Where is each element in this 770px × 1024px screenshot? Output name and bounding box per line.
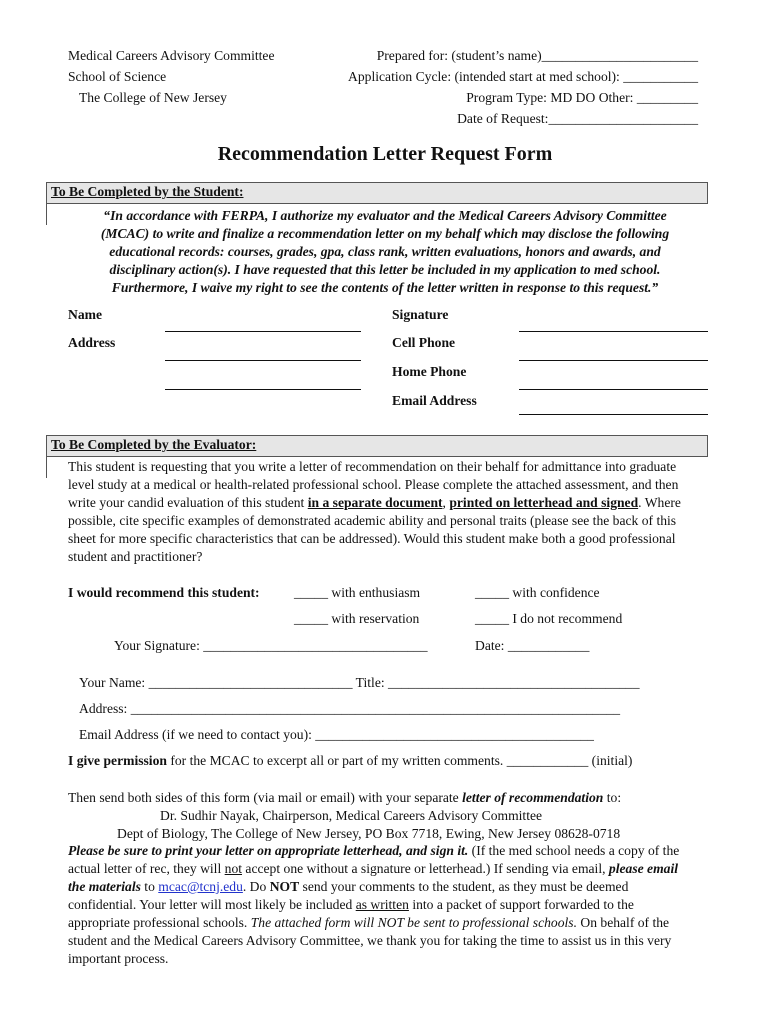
signature-input-line[interactable] <box>519 331 708 332</box>
application-cycle-field[interactable]: Application Cycle: (intended start at med school): ___________ <box>348 69 698 84</box>
ferpa-line: disciplinary action(s). I have requested that this letter be included in my application to med school. <box>109 262 661 277</box>
date-of-request-field[interactable]: Date of Request:______________________ <box>457 111 698 126</box>
mailing-address-line-2: Dept of Biology, The College of New Jersey, PO Box 7718, Ewing, New Jersey 08628-0718 <box>117 826 621 841</box>
evaluator-email-field[interactable]: Email Address (if we need to contact you): _________________________________________ <box>79 727 594 742</box>
evaluator-section-heading: To Be Completed by the Evaluator: <box>51 437 257 452</box>
instructions-text: , <box>442 495 450 510</box>
permission-text: for the MCAC to excerpt all or part of my written comments. ____________ (initial) <box>166 753 633 768</box>
option-reservation[interactable]: _____ with reservation <box>294 611 420 626</box>
instructions-text: This student is requesting that you write a letter of recommendation on their behalf for admittance into graduate level study at a medical or health-related professional school. Please complete the attached assessment, and then write your candid evaluation of this student <box>68 459 679 510</box>
program-type-field[interactable]: Program Type: MD DO Other: _________ <box>466 90 698 105</box>
email-input-line[interactable] <box>519 414 708 415</box>
school-name: School of Science <box>68 69 167 84</box>
committee-header <box>68 47 275 110</box>
permission-statement[interactable] <box>68 752 632 769</box>
ferpa-line: “In accordance with FERPA, I authorize my evaluator and the Medical Careers Advisory Committee <box>103 208 667 223</box>
section-divider <box>46 203 47 225</box>
home-phone-input-line[interactable] <box>519 389 708 390</box>
name-input-line[interactable] <box>165 331 361 332</box>
closing-text: accept one without a signature or letterhead.) If sending via email, <box>242 861 609 876</box>
address-input-line-1[interactable] <box>165 360 361 361</box>
closing-text: On behalf of the student and the Medical Careers Advisory Committee, we thank you for taking the time to assist us in this very important process. <box>68 915 672 966</box>
ferpa-line: Furthermore, I waive my right to see the contents of the letter written in response to this request.” <box>111 280 659 295</box>
evaluator-address-field[interactable]: Address: ________________________________________________________________________ <box>79 701 621 716</box>
email-address-label: Email Address <box>392 393 477 408</box>
separate-document-emphasis: in a separate document <box>307 495 443 510</box>
page-title: Recommendation Letter Request Form <box>217 143 553 165</box>
send-text: Then send both sides of this form (via mail or email) with your separate <box>68 790 463 805</box>
student-section-heading: To Be Completed by the Student: <box>51 184 244 199</box>
closing-text: send your comments to the student, as they must be deemed confidential. Your letter will most likely be included <box>68 879 629 912</box>
signature-label: Signature <box>392 307 449 322</box>
committee-name: Medical Careers Advisory Committee <box>68 48 275 63</box>
address-input-line-2[interactable] <box>165 389 361 390</box>
closing-text: into a packet of support forwarded to the appropriate professional schools. <box>68 897 634 930</box>
option-not-recommend[interactable]: _____ I do not recommend <box>475 611 623 626</box>
prepared-for-field[interactable]: Prepared for: (student’s name)_______________________ <box>376 48 698 63</box>
ferpa-line: educational records: courses, grades, gpa, class rank, written evaluations, honors and awards, and <box>109 244 661 259</box>
instructions-text: . Where possible, cite specific examples of demonstrated academic ability and personal traits (please see the back of this sheet for more specific characteristics that can be addressed). Would this student make both a good professional student and practitioner? <box>68 495 681 564</box>
print-letterhead-emphasis: Please be sure to print your letter on appropriate letterhead, and sign it. <box>68 843 469 858</box>
name-label: Name <box>68 307 102 322</box>
email-materials-emphasis: please email the materials <box>68 861 679 894</box>
mailing-address-line-1: Dr. Sudhir Nayak, Chairperson, Medical Careers Advisory Committee <box>160 808 543 823</box>
not-emphasis: not <box>224 861 243 876</box>
evaluator-instructions <box>68 458 698 566</box>
evaluator-signature-field[interactable]: Your Signature: _________________________________ <box>114 638 428 653</box>
do-not-emphasis: NOT <box>269 879 300 894</box>
evaluator-name-title-field[interactable]: Your Name: ______________________________ Title: _____________________________________ <box>79 675 640 690</box>
ferpa-line: (MCAC) to write and finalize a recommendation letter on my behalf which may disclose the following <box>100 226 670 241</box>
recommend-label: I would recommend this student: <box>68 585 260 600</box>
address-label: Address <box>68 335 116 350</box>
closing-paragraph <box>68 842 698 968</box>
closing-text: . Do <box>242 879 270 894</box>
send-instructions <box>68 789 621 806</box>
mcac-email-link[interactable]: mcac@tcnj.edu <box>158 879 243 894</box>
closing-text: to <box>140 879 159 894</box>
college-name: The College of New Jersey <box>79 90 227 105</box>
letter-emphasis: letter of recommendation <box>462 790 604 805</box>
student-section-header <box>46 182 708 204</box>
evaluator-section-header <box>46 435 708 457</box>
as-written-emphasis: as written <box>355 897 409 912</box>
closing-text: (If the med school needs a copy of the actual letter of rec, they will <box>68 843 680 876</box>
send-text: to: <box>603 790 622 805</box>
option-enthusiasm[interactable]: _____ with enthusiasm <box>294 585 421 600</box>
ferpa-statement <box>60 207 710 297</box>
evaluator-date-field[interactable]: Date: ____________ <box>475 638 590 653</box>
section-divider <box>46 456 47 478</box>
request-info-block <box>348 47 698 131</box>
home-phone-label: Home Phone <box>392 364 467 379</box>
not-sent-note: The attached form will NOT be sent to professional schools. <box>250 915 577 930</box>
option-confidence[interactable]: _____ with confidence <box>475 585 600 600</box>
letterhead-emphasis: printed on letterhead and signed <box>449 495 639 510</box>
cell-phone-label: Cell Phone <box>392 335 456 350</box>
cell-phone-input-line[interactable] <box>519 360 708 361</box>
permission-bold: I give permission <box>68 753 167 768</box>
